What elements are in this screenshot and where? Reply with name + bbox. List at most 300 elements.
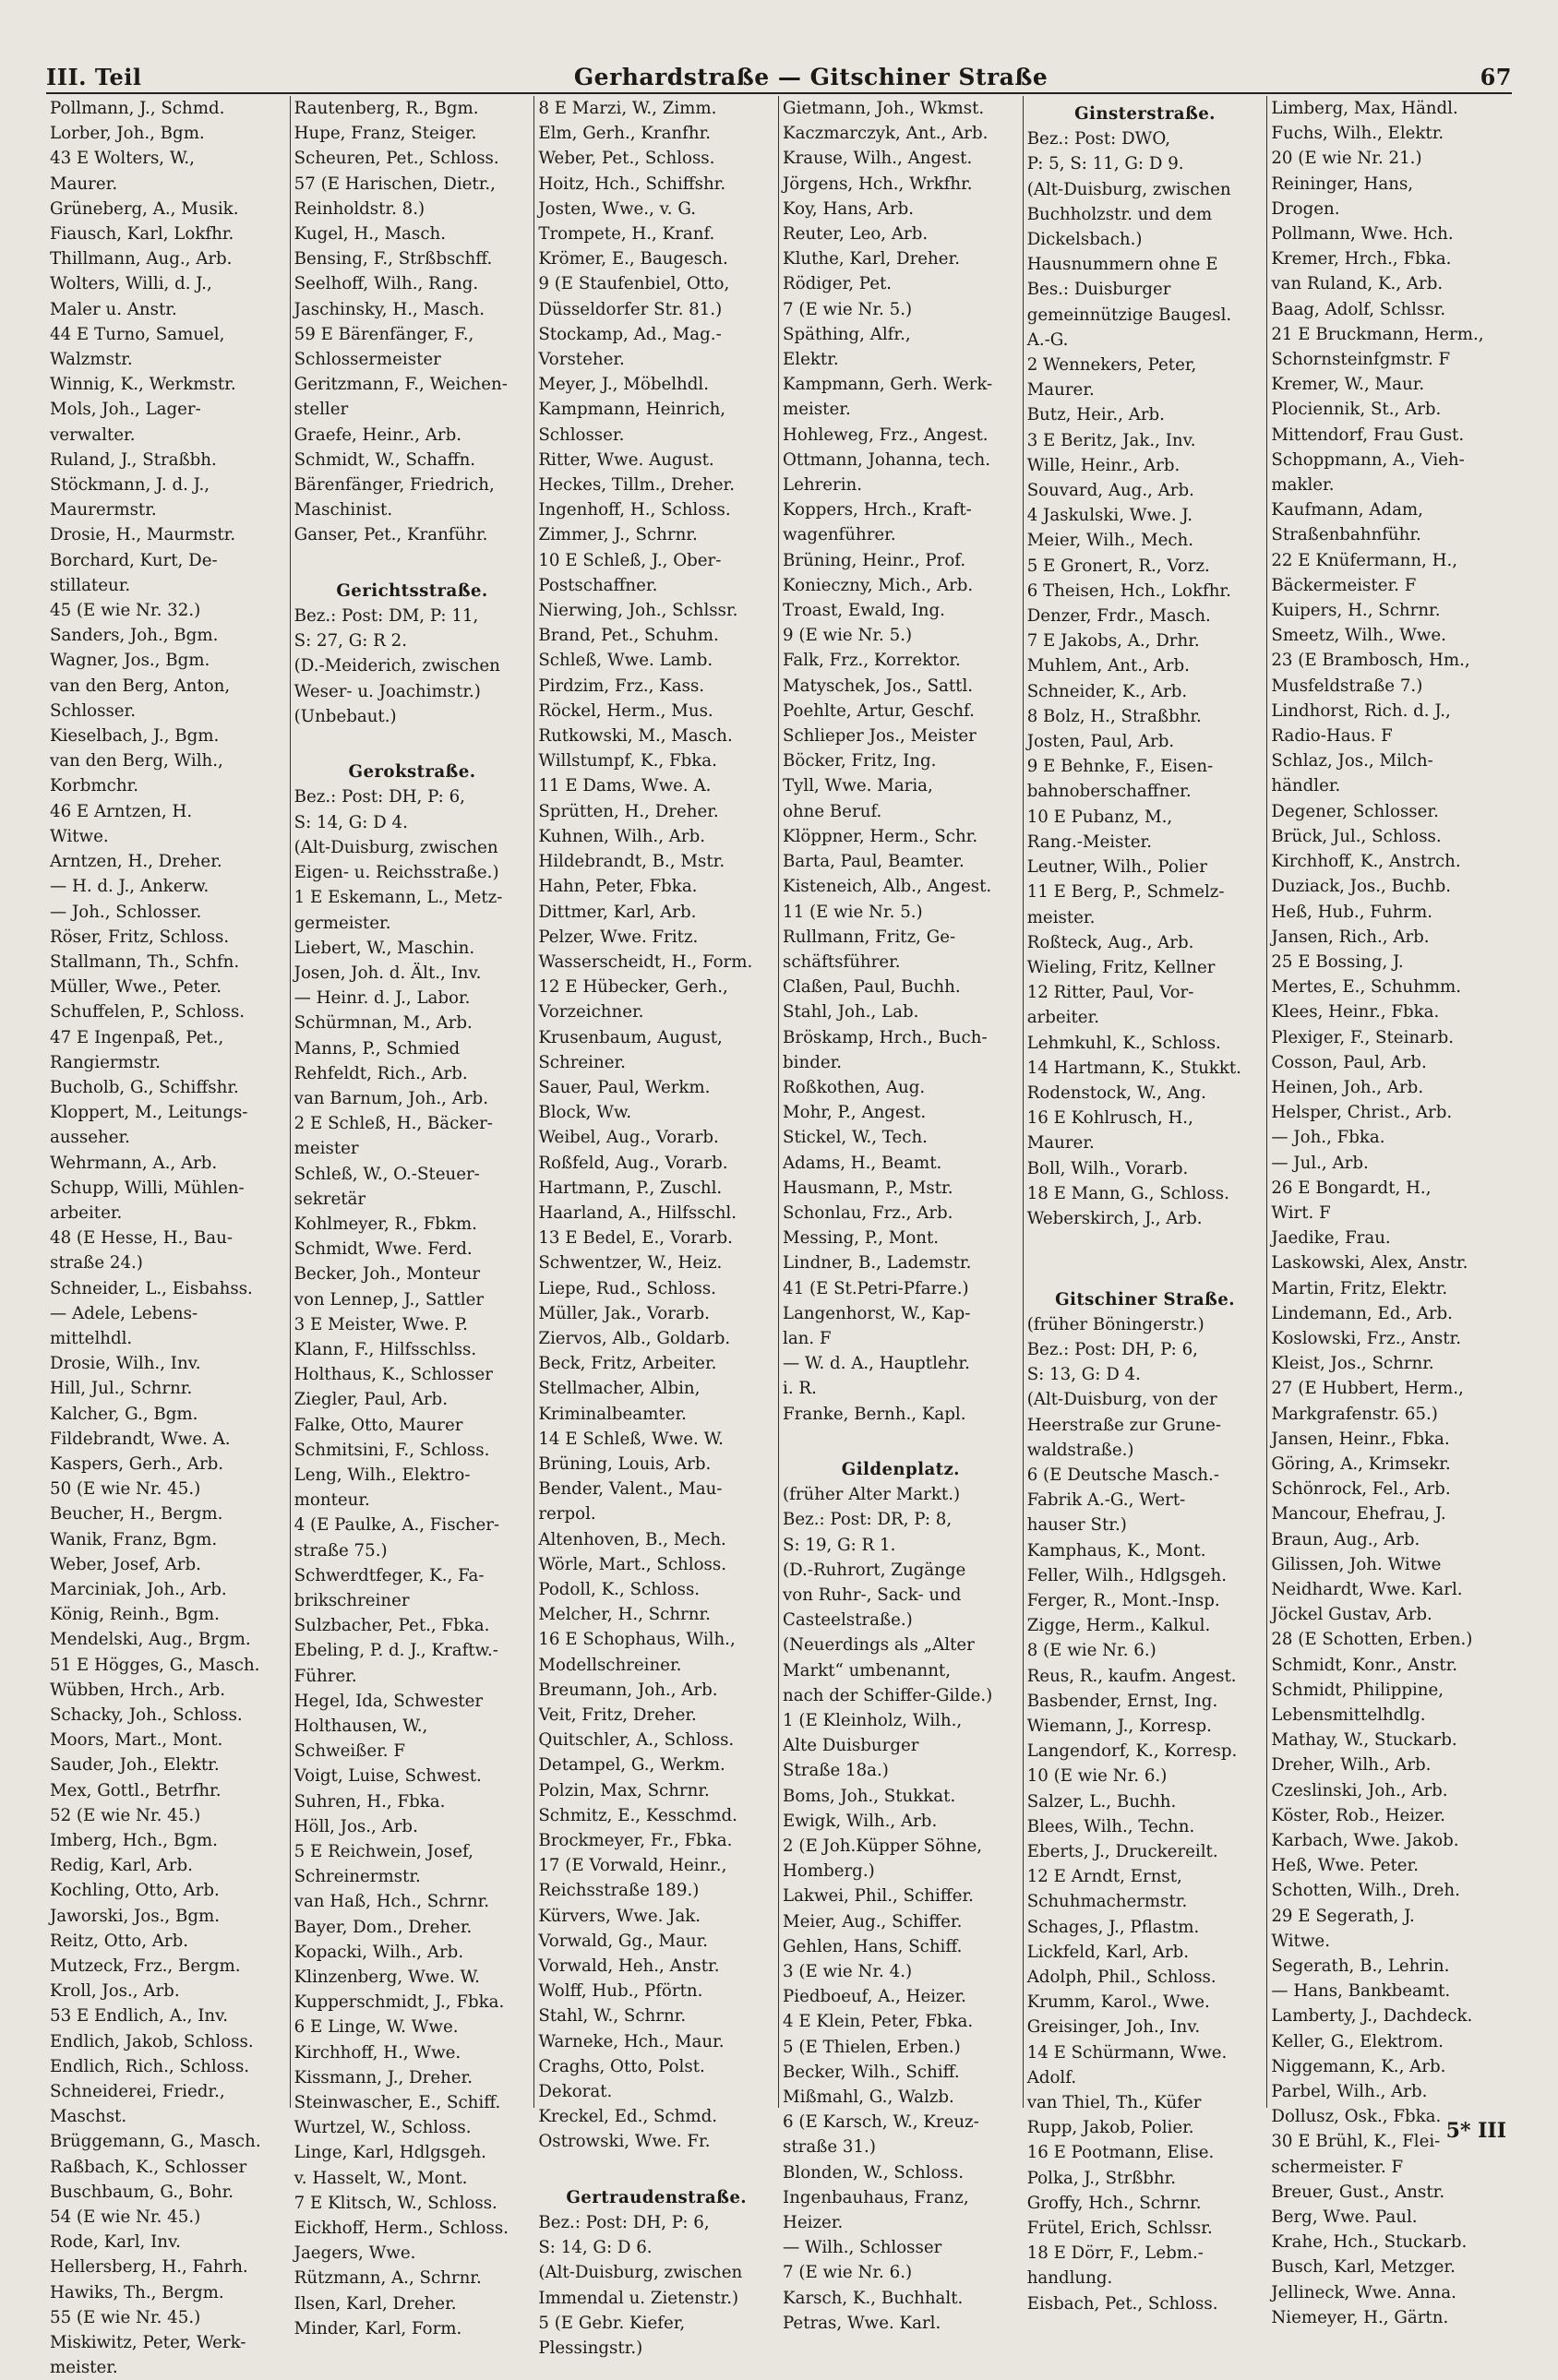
directory-entry: Baag, Adolf, Schlssr.	[1271, 299, 1446, 319]
directory-entry: Sauer, Paul, Werkm.	[538, 1077, 711, 1097]
directory-entry: Niemeyer, H., Gärtn.	[1271, 2307, 1449, 2327]
directory-entry: Postschaffner.	[538, 575, 658, 595]
directory-entry: — Wilh., Schlosser	[783, 2238, 942, 2258]
directory-entry: Langendorf, K., Korresp.	[1026, 1741, 1238, 1762]
directory-entry: Wurtzel, W., Schloss.	[294, 2118, 472, 2138]
directory-entry: Mertes, E., Schuhmm.	[1271, 977, 1462, 998]
directory-entry: Smeetz, Wilh., Wwe.	[1271, 626, 1446, 646]
directory-entry: 6 E Linge, W. Wwe.	[294, 2017, 459, 2038]
directory-entry: S: 19, G: R 1.	[783, 1535, 896, 1555]
directory-entry: Bayer, Dom., Dreher.	[294, 1917, 473, 1937]
directory-entry: Jaegers, Wwe.	[294, 2243, 416, 2264]
directory-entry: Konieczny, Mich., Arb.	[783, 575, 974, 595]
directory-entry: wagenführer.	[783, 525, 896, 545]
directory-entry: Kalcher, G., Bgm.	[50, 1404, 198, 1424]
directory-entry: 6 (E Deutsche Masch.-	[1026, 1465, 1219, 1485]
directory-entry	[294, 548, 531, 573]
directory-entry: Heerstraße zur Grune-	[1026, 1415, 1221, 1435]
directory-entry: rerpol.	[538, 1504, 596, 1525]
directory-entry: — Hans, Bankbeamt.	[1271, 1981, 1451, 2002]
directory-entry: 18 E Dörr, F., Lebm.-	[1026, 2243, 1204, 2264]
directory-entry: Jörgens, Hch., Wrkfhr.	[783, 173, 973, 194]
directory-entry: Brockmeyer, Fr., Fbka.	[538, 1831, 733, 1851]
directory-entry: Butz, Heir., Arb.	[1026, 405, 1165, 425]
directory-entry: hauser Str.)	[1026, 1515, 1127, 1536]
directory-entry: ohne Beruf.	[783, 801, 882, 821]
directory-entry: Maurermstr.	[50, 500, 157, 520]
column-1	[46, 96, 291, 2378]
directory-entry: Jansen, Rich., Arb.	[1271, 927, 1430, 947]
directory-entry: Poehlte, Artur, Geschf.	[783, 700, 975, 721]
directory-entry: Düsseldorfer Str. 81.)	[538, 299, 723, 319]
directory-entry: Trompete, H., Kranf.	[538, 224, 715, 245]
directory-entry: Kuhnen, Wilh., Arb.	[538, 826, 706, 846]
directory-entry: Wolters, Willi, d. J.,	[50, 274, 212, 294]
directory-entry: Lindner, B., Lademstr.	[783, 1253, 972, 1274]
directory-entry: Kupperschmidt, J., Fbka.	[294, 1992, 505, 2013]
directory-entry: Maschst.	[50, 2107, 127, 2127]
directory-entry: Bensing, F., Strßbschff.	[294, 249, 493, 269]
directory-entry: Josten, Wwe., v. G.	[538, 198, 696, 219]
directory-entry: Kriminalbeamter.	[538, 1404, 687, 1424]
directory-entry: Warneke, Hch., Maur.	[538, 2031, 725, 2051]
directory-entry: 21 E Bruckmann, Herm.,	[1271, 324, 1484, 344]
directory-entry: 6 Theisen, Hch., Lokfhr.	[1026, 580, 1231, 601]
directory-entry: Buschbaum, G., Bohr.	[50, 2182, 234, 2202]
directory-entry: Graefe, Heinr., Arb.	[294, 425, 462, 445]
directory-entry: Bärenfänger, Friedrich,	[294, 475, 495, 496]
directory-entry: Blees, Wilh., Techn.	[1026, 1816, 1195, 1836]
directory-entry: Brüning, Louis, Arb.	[538, 1453, 712, 1474]
directory-entry: Meier, Aug., Schiffer.	[783, 1911, 963, 1932]
directory-entry: Czeslinski, Joh., Arb.	[1271, 1780, 1448, 1800]
directory-entry: Neidhardt, Wwe. Karl.	[1271, 1579, 1463, 1599]
directory-entry: Wagner, Jos., Bgm.	[50, 651, 210, 671]
directory-entry: van Thiel, Th., Küfer	[1026, 2093, 1202, 2113]
directory-entry: Rangiermstr.	[50, 1052, 161, 1072]
directory-entry: 2 Wennekers, Peter,	[1026, 355, 1197, 376]
directory-entry: 17 (E Vorwald, Heinr.,	[538, 1856, 727, 1876]
directory-entry: Willstumpf, K., Fbka.	[538, 751, 717, 771]
directory-entry: Schmitz, E., Kesschmd.	[538, 1805, 737, 1825]
directory-entry: 52 (E wie Nr. 45.)	[50, 1805, 201, 1825]
directory-entry: 10 (E wie Nr. 6.)	[1026, 1766, 1168, 1787]
directory-entry: Ebeling, P. d. J., Kraftw.-	[294, 1641, 498, 1661]
directory-entry: Dollusz, Osk., Fbka.	[1271, 2107, 1442, 2127]
directory-entry: Josen, Joh. d. Ält., Inv.	[294, 963, 482, 983]
directory-entry: Winnig, K., Werkmstr.	[50, 375, 236, 395]
directory-entry: Kaczmarczyk, Ant., Arb.	[783, 124, 989, 144]
directory-entry: Lindhorst, Rich. d. J.,	[1271, 700, 1451, 721]
directory-entry: Schotten, Wilh., Dreh.	[1271, 1881, 1460, 1901]
header-street-range: Gerhardstraße — Gitschiner Straße	[573, 64, 1049, 90]
directory-entry: Matyschek, Jos., Sattl.	[783, 676, 974, 696]
directory-entry: (D.-Ruhrort, Zugänge	[783, 1560, 966, 1580]
directory-entry: 30 E Brühl, K., Flei-	[1271, 2132, 1441, 2152]
directory-entry: 51 E Högges, G., Masch.	[50, 1655, 260, 1675]
directory-entry: Pirdzim, Frz., Kass.	[538, 676, 705, 696]
directory-entry: Elektr.	[783, 350, 839, 370]
directory-entry: Rutkowski, M., Masch.	[538, 726, 733, 747]
directory-entry: Ferger, R., Mont.-Insp.	[1026, 1590, 1220, 1610]
directory-entry: Becker, Joh., Monteur	[294, 1264, 481, 1285]
directory-entry: Röser, Fritz, Schloss.	[50, 927, 230, 947]
directory-entry: 5 (E Gebr. Kiefer,	[538, 2313, 686, 2333]
directory-entry: Krahe, Hch., Stuckarb.	[1271, 2232, 1468, 2253]
directory-entry: Lickfeld, Karl, Arb.	[1026, 1942, 1190, 1962]
directory-entry: Josten, Paul, Arb.	[1026, 732, 1175, 752]
directory-entry: Schwerdtfeger, K., Fa-	[294, 1565, 485, 1585]
directory-entry: Arntzen, H., Dreher.	[50, 852, 222, 872]
directory-entry: Wiemann, J., Korresp.	[1026, 1716, 1212, 1736]
directory-entry: Haarland, A., Hilfsschl.	[538, 1202, 737, 1223]
directory-entry: Suhren, H., Fbka.	[294, 1791, 446, 1812]
directory-entry: 13 E Bedel, E., Vorarb.	[538, 1228, 733, 1249]
directory-entry: Eberts, J., Druckereilt.	[1026, 1842, 1218, 1862]
directory-entry: Kisteneich, Alb., Angest.	[783, 877, 992, 897]
directory-entry: Linge, Karl, Hdlgsgeh.	[294, 2143, 486, 2163]
street-heading: Ginsterstraße.	[1074, 104, 1216, 124]
directory-entry: Wolff, Hub., Pförtn.	[538, 1981, 703, 2002]
directory-entry: Kieselbach, J., Bgm.	[50, 726, 220, 747]
directory-entry: 4 (E Paulke, A., Fischer-	[294, 1515, 500, 1536]
directory-entry: Thillmann, Aug., Arb.	[50, 249, 233, 269]
directory-entry: Pelzer, Wwe. Fritz.	[538, 927, 699, 947]
directory-entry: Seelhoff, Wilh., Rang.	[294, 274, 479, 294]
directory-entry: — Adele, Lebens-	[50, 1303, 198, 1323]
directory-entry: Mohr, P., Angest.	[783, 1103, 927, 1123]
directory-entry: Martin, Fritz, Elektr.	[1271, 1278, 1448, 1298]
directory-entry: Kaufmann, Adam,	[1271, 500, 1423, 520]
directory-entry: Heß, Wwe. Peter.	[1271, 1856, 1420, 1876]
page-number: 67	[1480, 64, 1512, 90]
directory-entry: Barta, Paul, Beamter.	[783, 852, 965, 872]
directory-entry: Plessingstr.)	[538, 2338, 643, 2359]
directory-entry: Maurer.	[1026, 380, 1095, 401]
directory-entry: Plexiger, F., Steinarb.	[1271, 1027, 1455, 1047]
directory-entry: Reitz, Otto, Arb.	[50, 1931, 189, 1951]
directory-entry: Maler u. Anstr.	[50, 299, 177, 319]
directory-entry: Langenhorst, W., Kap-	[783, 1303, 971, 1323]
directory-entry: Beucher, H., Bergm.	[50, 1504, 223, 1525]
directory-entry: Wübben, Hrch., Arb.	[50, 1680, 226, 1700]
directory-entry: Walzmstr.	[50, 350, 133, 370]
directory-entry: Ziervos, Alb., Goldarb.	[538, 1328, 731, 1348]
directory-entry: 11 E Dams, Wwe. A.	[538, 776, 712, 796]
directory-entry: 3 E Beritz, Jak., Inv.	[1026, 430, 1196, 450]
directory-entry: Stellmacher, Albin,	[538, 1379, 701, 1399]
directory-entry: Sulzbacher, Pet., Fbka.	[294, 1616, 490, 1636]
directory-entry: Kroll, Jos., Arb.	[50, 1981, 180, 2002]
directory-entry: 9 E Behnke, F., Eisen-	[1026, 757, 1214, 777]
column-4	[779, 96, 1024, 2333]
directory-entry: Kloppert, M., Leitungs-	[50, 1103, 248, 1123]
directory-entry: Mutzeck, Frz., Bergm.	[50, 1956, 241, 1977]
directory-entry: stillateur.	[50, 575, 131, 595]
directory-entry: 12 E Arndt, Ernst,	[1026, 1867, 1182, 1887]
directory-entry: A.-G.	[1026, 329, 1069, 350]
directory-entry: Altenhoven, B., Mech.	[538, 1529, 726, 1549]
directory-entry: Hausmann, P., Mstr.	[783, 1178, 953, 1198]
directory-entry: Voigt, Luise, Schwest.	[294, 1766, 482, 1787]
directory-entry: Mex, Gottl., Betrfhr.	[50, 1780, 222, 1800]
directory-entry: Bender, Valent., Mau-	[538, 1479, 723, 1500]
directory-entry: Schürmnan, M., Arb.	[294, 1013, 473, 1034]
directory-entry: 10 E Pubanz, M.,	[1026, 807, 1173, 827]
directory-entry: Müller, Jak., Vorarb.	[538, 1303, 710, 1323]
directory-entry: Homberg.)	[783, 1861, 875, 1882]
directory-entry: 2 (E Joh.Küpper Söhne,	[783, 1836, 983, 1857]
column-5	[1024, 96, 1268, 2314]
directory-entry: 55 (E wie Nr. 45.)	[50, 2307, 201, 2327]
directory-entry: Schmitsini, F., Schloss.	[294, 1440, 490, 1460]
directory-entry: Leutner, Wilh., Polier	[1026, 857, 1207, 878]
directory-entry: Kohlmeyer, R., Fbkm.	[294, 1214, 477, 1234]
directory-entry: Breuer, Gust., Anstr.	[1271, 2182, 1445, 2202]
directory-entry: 46 E Arntzen, H.	[50, 801, 193, 821]
directory-entry: van den Berg, Wilh.,	[50, 751, 223, 771]
directory-entry: Basbender, Ernst, Ing.	[1026, 1691, 1218, 1711]
directory-entry: Redig, Karl, Arb.	[50, 1856, 193, 1876]
directory-entry: Leng, Wilh., Elektro-	[294, 1465, 471, 1485]
directory-entry: Kluthe, Karl, Dreher.	[783, 249, 960, 269]
directory-entry: Heß, Hub., Fuhrm.	[1271, 902, 1433, 922]
directory-entry: Bez.: Post: DH, P: 6,	[294, 787, 465, 807]
directory-entry: Lorber, Joh., Bgm.	[50, 124, 205, 144]
directory-entry: Weber, Josef, Arb.	[50, 1554, 201, 1574]
directory-entry: S: 14, G: D 6.	[538, 2238, 653, 2258]
directory-entry: Ritter, Wwe. August.	[538, 449, 714, 470]
directory-entry: Göring, A., Krimsekr.	[1271, 1453, 1451, 1474]
directory-entry: binder.	[783, 1052, 843, 1072]
directory-entry: 18 E Mann, G., Schloss.	[1026, 1183, 1229, 1203]
directory-entry: 7 (E wie Nr. 6.)	[783, 2263, 913, 2283]
directory-entry: Immendal u. Zietenstr.)	[538, 2288, 739, 2308]
directory-entry: 25 E Bossing, J.	[1271, 951, 1404, 972]
directory-entry: 23 (E Brambosch, Hm.,	[1271, 651, 1470, 671]
directory-entry: S: 27, G: R 2.	[294, 631, 408, 652]
directory-entry: Schwentzer, W., Heiz.	[538, 1253, 723, 1274]
directory-entry: Ziegler, Paul, Arb.	[294, 1390, 448, 1410]
directory-entry: Adams, H., Beamt.	[783, 1153, 942, 1173]
directory-entry: Hill, Jul., Schrnr.	[50, 1379, 193, 1399]
directory-entry: makler.	[1271, 475, 1335, 496]
directory-entry: — Joh., Fbka.	[1271, 1128, 1385, 1148]
directory-entry: Mancour, Ehefrau, J.	[1271, 1504, 1446, 1525]
directory-entry: 14 E Schürmann, Wwe.	[1026, 2042, 1228, 2063]
directory-entry: Jellineck, Wwe. Anna.	[1271, 2282, 1456, 2302]
directory-entry: monteur.	[294, 1490, 370, 1511]
directory-entry: Gehlen, Hans, Schiff.	[783, 1936, 963, 1956]
directory-entry: Lakwei, Phil., Schiffer.	[783, 1886, 974, 1907]
directory-entry: Hupe, Franz, Steiger.	[294, 124, 477, 144]
directory-entry: (Alt-Duisburg, zwischen	[1026, 179, 1231, 199]
directory-entry: Claßen, Paul, Buchh.	[783, 977, 961, 998]
directory-entry: Boll, Wilh., Vorarb.	[1026, 1158, 1189, 1178]
directory-entry: arbeiter.	[50, 1202, 123, 1223]
directory-entry: Schmidt, Konr., Anstr.	[1271, 1655, 1458, 1675]
directory-entry: Maschinist.	[294, 500, 393, 520]
directory-entry: Adolf.	[1026, 2067, 1077, 2087]
directory-entry: Lehrerin.	[783, 475, 863, 496]
directory-entry: 9 (E wie Nr. 5.)	[783, 626, 913, 646]
directory-entry: Schuhmachermstr.	[1026, 1892, 1188, 1912]
directory-entry: Köster, Rob., Heizer.	[1271, 1805, 1445, 1825]
directory-entry: Hildebrandt, B., Mstr.	[538, 852, 725, 872]
directory-entry: Krause, Wilh., Angest.	[783, 149, 973, 169]
directory-entry: verwalter.	[50, 425, 136, 445]
directory-entry: Schreiner.	[538, 1052, 626, 1072]
directory-entry: 27 (E Hubbert, Herm.,	[1271, 1379, 1464, 1399]
directory-entry: Quitschler, A., Schloss.	[538, 1730, 735, 1751]
directory-entry: Brück, Jul., Schloss.	[1271, 826, 1442, 846]
directory-entry: Schmidt, W., Schaffn.	[294, 449, 476, 470]
directory-entry: 53 E Endlich, A., Inv.	[50, 2006, 228, 2027]
directory-entry: Müller, Wwe., Peter.	[50, 977, 222, 998]
directory-entry: Buchholzstr. und dem	[1026, 204, 1213, 224]
directory-entry: 5 E Reichwein, Josef,	[294, 1842, 473, 1862]
directory-entry: händler.	[1271, 776, 1341, 796]
directory-entry: Grüneberg, A., Musik.	[50, 198, 239, 219]
directory-entry: Weberskirch, J., Arb.	[1026, 1208, 1203, 1228]
directory-entry: Jaedike, Frau.	[1271, 1228, 1391, 1249]
directory-entry: Korbmchr.	[50, 776, 139, 796]
directory-entry: Bez.: Post: DWO,	[1026, 129, 1170, 149]
directory-entry: 11 E Berg, P., Schmelz-	[1026, 882, 1225, 903]
directory-entry: Berg, Wwe. Paul.	[1271, 2207, 1418, 2228]
page-signature: 5* III	[1445, 2119, 1506, 2143]
directory-entry: Blonden, W., Schloss.	[783, 2162, 964, 2183]
directory-entry: lan. F	[783, 1328, 832, 1348]
directory-entry: Kopacki, Wilh., Arb.	[294, 1942, 464, 1962]
directory-entry: Tyll, Wwe. Maria,	[783, 776, 933, 796]
directory-entry: Zigge, Herm., Kalkul.	[1026, 1616, 1211, 1636]
directory-entry: Minder, Karl, Form.	[294, 2318, 462, 2338]
directory-entry: 12 E Hübecker, Gerh.,	[538, 977, 728, 998]
directory-entry: (Neuerdings als „Alter	[783, 1635, 975, 1656]
directory-entry: Manns, P., Schmied	[294, 1038, 461, 1058]
directory-entry: (früher Alter Markt.)	[783, 1485, 961, 1505]
directory-entry: Denzer, Frdr., Masch.	[1026, 606, 1211, 627]
directory-entry: Mols, Joh., Lager-	[50, 400, 201, 420]
directory-entry: S: 14, G: D 4.	[294, 812, 408, 832]
directory-entry: — Heinr. d. J., Labor.	[294, 988, 471, 1009]
directory-entry: — Joh., Schlosser.	[50, 902, 202, 922]
directory-entry: — H. d. J., Ankerw.	[50, 877, 210, 897]
directory-entry: 20 (E wie Nr. 21.)	[1271, 149, 1422, 169]
directory-entry: Jansen, Heinr., Fbka.	[1271, 1429, 1450, 1449]
directory-entry: ausseher.	[50, 1128, 130, 1148]
column-2	[291, 96, 535, 2338]
directory-entry: Busch, Karl, Metzger.	[1271, 2257, 1456, 2278]
directory-entry: Schneider, K., Arb.	[1026, 681, 1188, 701]
directory-entry: Klinzenberg, Wwe. W.	[294, 1967, 480, 1988]
directory-entry: Polka, J., Strßbhr.	[1026, 2168, 1177, 2188]
directory-entry: Rodenstock, W., Ang.	[1026, 1082, 1206, 1103]
directory-entry: Meyer, J., Möbelhdl.	[538, 375, 709, 395]
directory-entry: Lebensmittelhdlg.	[1271, 1705, 1426, 1725]
directory-entry: Schlosser.	[538, 425, 625, 445]
directory-entry: (Unbebaut.)	[294, 706, 397, 726]
directory-entry: handlung.	[1026, 2268, 1113, 2289]
directory-entry: Falke, Otto, Maurer	[294, 1415, 463, 1435]
directory-entry: Kremer, W., Maur.	[1271, 375, 1425, 395]
directory-entry: Kaspers, Gerh., Arb.	[50, 1453, 224, 1474]
directory-entry: Bucholb, G., Schiffshr.	[50, 1077, 239, 1097]
directory-entry: Rehfeldt, Rich., Arb.	[294, 1063, 468, 1083]
directory-entry: Endlich, Rich., Schloss.	[50, 2056, 250, 2076]
directory-entry: schäftsführer.	[783, 951, 901, 972]
directory-entry: Heckes, Tillm., Dreher.	[538, 475, 735, 496]
directory-entry: Stallmann, Th., Schfn.	[50, 951, 240, 972]
directory-entry: Schlaz, Jos., Milch-	[1271, 751, 1433, 771]
directory-entry: Ingenhoff, H., Schloss.	[538, 500, 731, 520]
directory-entry: 28 (E Schotten, Erben.)	[1271, 1630, 1473, 1650]
directory-entry: Kirchhoff, K., Anstrch.	[1271, 852, 1461, 872]
directory-entry: Ruland, J., Straßbh.	[50, 449, 217, 470]
directory-entry: Mittendorf, Frau Gust.	[1271, 425, 1465, 445]
directory-entry: 6 (E Karsch, W., Kreuz-	[783, 2112, 979, 2133]
directory-entry: 12 Ritter, Paul, Vor-	[1026, 983, 1194, 1003]
directory-entry: Vorwald, Heh., Anstr.	[538, 1956, 720, 1977]
directory-entry: Hegel, Ida, Schwester	[294, 1691, 484, 1711]
directory-entry: Roßteck, Aug., Arb.	[1026, 932, 1194, 952]
directory-entry: P: 5, S: 11, G: D 9.	[1026, 154, 1184, 174]
directory-entry: Kremer, Hrch., Fbka.	[1271, 249, 1452, 269]
directory-entry: Markgrafenstr. 65.)	[1271, 1404, 1438, 1424]
directory-entry: Drogen.	[1271, 198, 1340, 219]
directory-entry: 22 E Knüfermann, H.,	[1271, 550, 1458, 570]
directory-entry: mittelhdl.	[50, 1328, 133, 1348]
directory-entry: Kampmann, Gerh. Werk-	[783, 375, 993, 395]
directory-entry: Schages, J., Pflastm.	[1026, 1917, 1200, 1937]
directory-entry: 8 Bolz, H., Straßbhr.	[1026, 706, 1202, 726]
page-header	[46, 54, 1512, 90]
directory-entry: Dickelsbach.)	[1026, 230, 1143, 250]
directory-entry: 41 (E St.Petri-Pfarre.)	[783, 1278, 969, 1298]
street-heading: Gitschiner Straße.	[1055, 1289, 1235, 1310]
directory-entry: straße 75.)	[294, 1540, 388, 1561]
directory-entry: Holthausen, W.,	[294, 1716, 428, 1736]
directory-entry: Späthing, Alfr.,	[783, 324, 911, 344]
directory-entry: Beck, Fritz, Arbeiter.	[538, 1354, 717, 1374]
directory-entry: steller	[294, 400, 349, 420]
directory-entry: Roßkothen, Aug.	[783, 1077, 926, 1097]
directory-entry: Kampmann, Heinrich,	[538, 400, 726, 420]
directory-entry: Hahn, Peter, Fbka.	[538, 877, 698, 897]
directory-entry: 48 (E Hesse, H., Bau-	[50, 1228, 233, 1249]
directory-entry: Vorzeichner.	[538, 1002, 644, 1023]
directory-entry: Drosie, H., Maurmstr.	[50, 525, 236, 545]
directory-entry: Falk, Frz., Korrektor.	[783, 651, 961, 671]
header-section-label: III. Teil	[46, 64, 142, 90]
directory-entry: 14 E Schleß, Wwe. W.	[538, 1429, 724, 1449]
directory-entry	[538, 2155, 774, 2180]
directory-entry: Jöckel Gustav, Arb.	[1271, 1605, 1432, 1625]
directory-entry: Eickhoff, Herm., Schloss.	[294, 2219, 509, 2239]
directory-entry: Groffy, Hch., Schrnr.	[1026, 2193, 1202, 2213]
directory-entry: Krumm, Karol., Wwe.	[1026, 1992, 1210, 2013]
directory-entry: Bez.: Post: DR, P: 8,	[783, 1510, 953, 1530]
directory-entry: 3 (E wie Nr. 4.)	[783, 1962, 913, 1982]
directory-entry: Wirt. F	[1271, 1202, 1331, 1223]
directory-entry: Schleß, Wwe. Lamb.	[538, 651, 713, 671]
directory-entry: Ostrowski, Wwe. Fr.	[538, 2132, 711, 2152]
directory-entry: Alte Duisburger	[783, 1736, 919, 1756]
directory-entry: Breumann, Joh., Arb.	[538, 1680, 718, 1700]
directory-entry: von Ruhr-, Sack- und	[783, 1585, 962, 1605]
directory-entry: Adolph, Phil., Schloss.	[1026, 1967, 1216, 1988]
